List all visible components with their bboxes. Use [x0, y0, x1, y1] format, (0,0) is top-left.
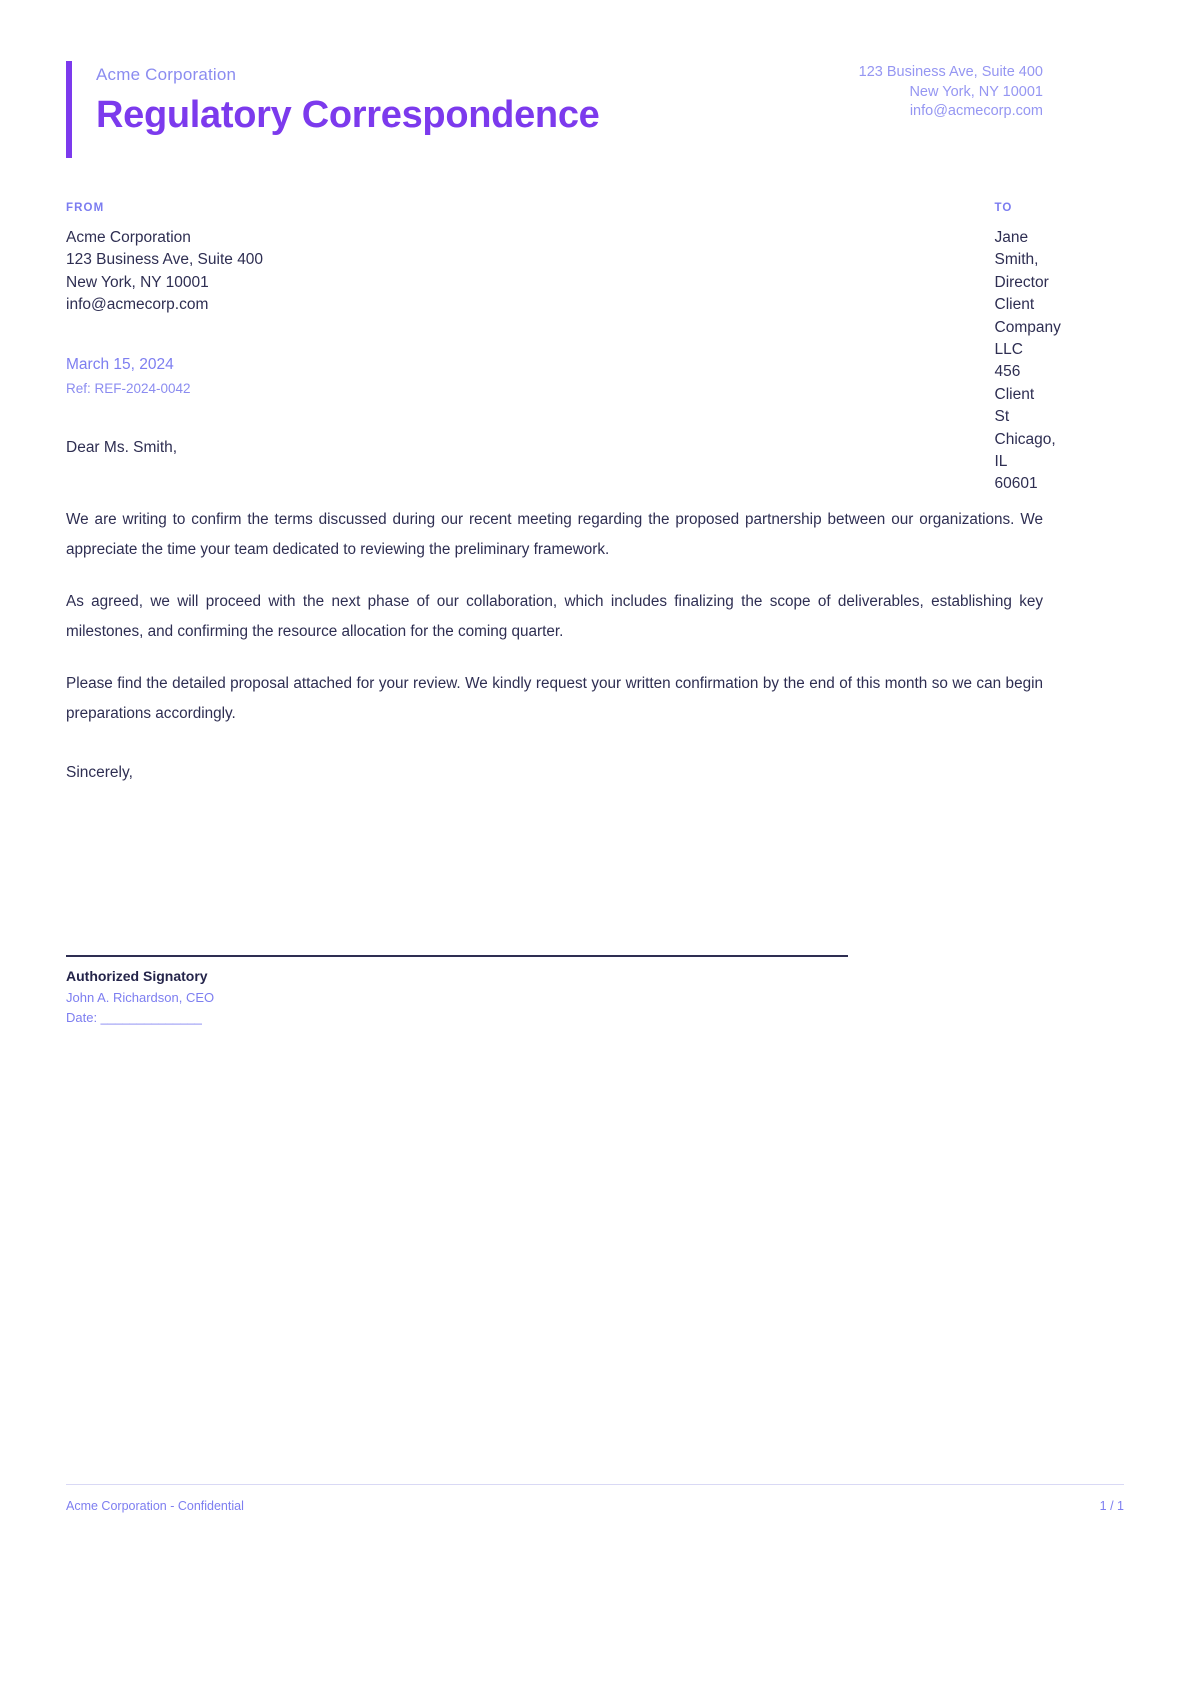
letter-paragraph: We are writing to confirm the terms discussed during our recent meeting regarding the proposed partnership between our organizations. We appreciate the time your team dedicated to reviewing the preliminary framework.	[66, 511, 1043, 558]
letter-body	[66, 505, 1043, 751]
signature-rule	[66, 955, 848, 957]
footer-page-number: 1 / 1	[1099, 1499, 1124, 1513]
header-contact-street: 123 Business Ave, Suite 400	[858, 64, 1043, 80]
to-line: Jane Smith, Director	[994, 229, 1049, 291]
document-header	[66, 0, 1043, 165]
page-title: Regulatory Correspondence	[96, 94, 600, 136]
header-contact-email: info@acmecorp.com	[909, 103, 1043, 119]
company-name-eyebrow: Acme Corporation	[96, 65, 237, 84]
document-content	[66, 0, 1043, 165]
letter-salutation: Dear Ms. Smith,	[66, 439, 178, 456]
to-line: Client Company LLC	[994, 296, 1061, 359]
to-label: TO	[994, 202, 1013, 214]
letter-paragraph: Please find the detailed proposal attached for your review. We kindly request your written confirmation by the end of this month so we can begin preparations accordingly.	[66, 675, 1043, 722]
header-accent-bar	[66, 61, 72, 158]
letter-date: March 15, 2024	[66, 356, 174, 373]
to-line: 456 Client St	[994, 363, 1035, 426]
letter-reference: Ref: REF-2024-0042	[66, 381, 191, 396]
from-label: FROM	[66, 202, 105, 214]
page-footer	[66, 1484, 1124, 1515]
signature-date-line: Date: ______________	[66, 1010, 202, 1025]
footer-confidential-notice: Acme Corporation - Confidential	[66, 1499, 244, 1513]
letter-closing: Sincerely,	[66, 764, 133, 781]
to-line: Chicago, IL 60601	[994, 430, 1056, 493]
header-title-group	[96, 64, 736, 138]
to-address-block	[555, 202, 1061, 496]
signature-name: John A. Richardson, CEO	[66, 990, 215, 1005]
header-contact-city: New York, NY 10001	[909, 83, 1043, 100]
address-blocks	[66, 202, 1061, 496]
header-contact-block	[859, 63, 1043, 122]
from-line: info@acmecorp.com	[66, 296, 209, 314]
letter-meta	[66, 354, 191, 399]
letter-paragraph: As agreed, we will proceed with the next phase of our collaboration, which includes finalizing the scope of deliverables, establishing key milestones, and confirming the resource allocation for the coming quarter.	[66, 593, 1043, 640]
signature-title: Authorized Signatory	[66, 968, 208, 984]
from-line: 123 Business Ave, Suite 400	[66, 251, 264, 269]
from-line: New York, NY 10001	[66, 273, 209, 291]
from-line: Acme Corporation	[66, 229, 191, 246]
signature-block	[66, 955, 848, 1027]
